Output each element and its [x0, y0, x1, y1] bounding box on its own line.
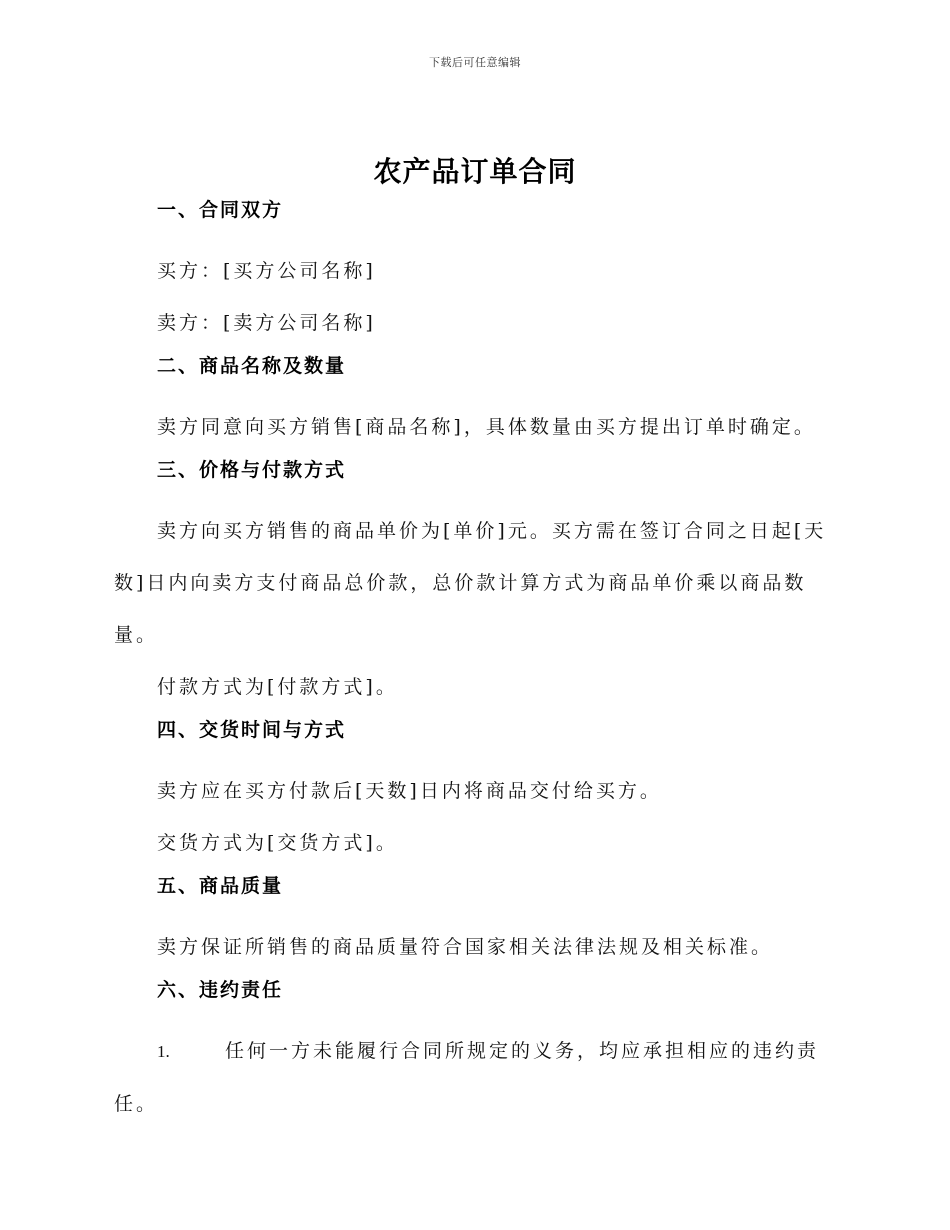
section-heading: 四、交货时间与方式: [157, 719, 347, 741]
section-price-payment: [114, 453, 834, 713]
document-body: [114, 193, 834, 1130]
section-heading: 一、合同双方: [157, 199, 284, 221]
section-heading: 五、商品质量: [157, 875, 284, 897]
header-note: 下载后可任意编辑: [429, 56, 521, 69]
paragraph-price: 卖方向买方销售的商品单价为[单价]元。买方需在签订合同之日起[天数]日内向卖方支付商品总价款，总价款计算方式为商品单价乘以商品数量。: [114, 520, 827, 646]
paragraph-delivery-method: 交货方式为[交货方式]。: [157, 832, 398, 854]
section-delivery: [114, 713, 834, 869]
paragraph-delivery-time: 卖方应在买方付款后[天数]日内将商品交付给买方。: [157, 780, 662, 802]
section-parties: [114, 193, 834, 349]
section-heading: 三、价格与付款方式: [157, 459, 347, 481]
paragraph-buyer: 买方：[买方公司名称]: [157, 260, 376, 282]
section-heading: 六、违约责任: [157, 979, 284, 1001]
section-goods: [114, 349, 834, 453]
list-item-text: 任何一方未能履行合同所规定的义务，均应承担相应的违约责任。: [114, 1040, 820, 1115]
paragraph-payment-method: 付款方式为[付款方式]。: [157, 676, 398, 698]
section-liability: [114, 973, 834, 1130]
list-number: 1.: [157, 1042, 170, 1061]
paragraph-goods: 卖方同意向买方销售[商品名称]，具体数量由买方提出订单时确定。: [157, 416, 816, 438]
page-title: 农产品订单合同: [373, 155, 577, 188]
list-item: [114, 1025, 834, 1130]
section-quality: [114, 869, 834, 973]
paragraph-seller: 卖方：[卖方公司名称]: [157, 312, 376, 334]
section-heading: 二、商品名称及数量: [157, 355, 347, 377]
paragraph-quality: 卖方保证所销售的商品质量符合国家相关法律法规及相关标准。: [157, 936, 774, 958]
